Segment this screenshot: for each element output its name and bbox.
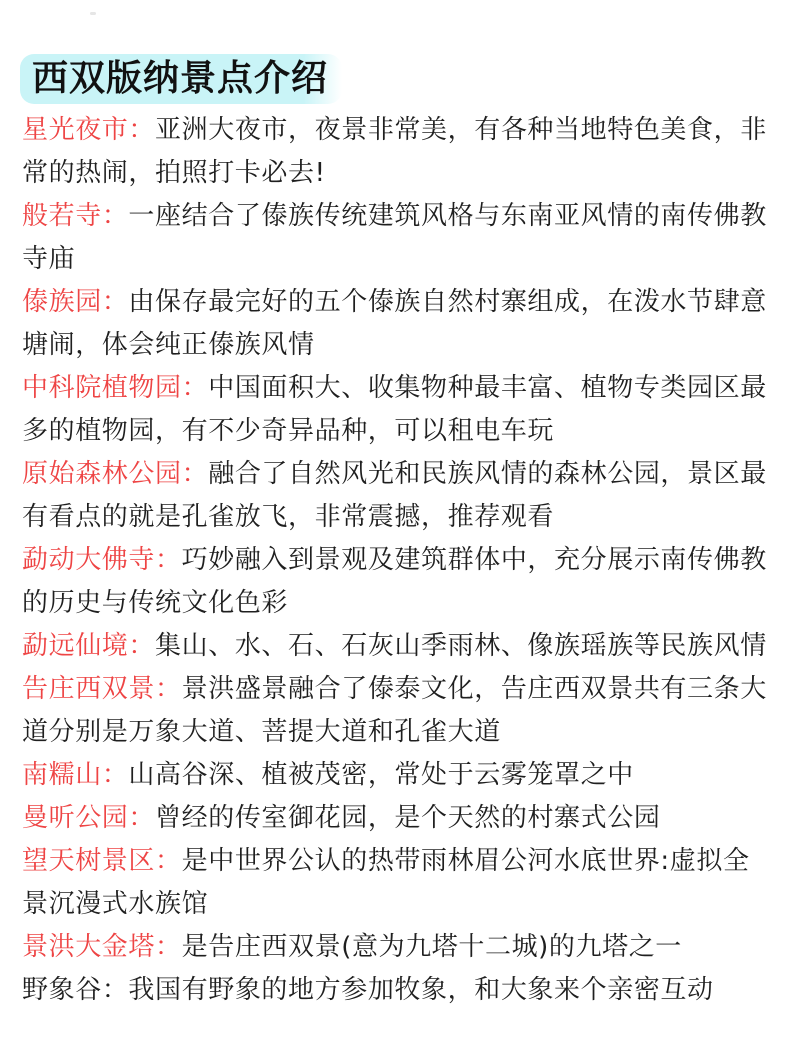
separator: ： xyxy=(101,975,129,1005)
title-area xyxy=(20,54,342,104)
list-item xyxy=(22,367,774,453)
list-item xyxy=(22,625,774,668)
list-item xyxy=(22,281,774,367)
list-item xyxy=(22,840,774,926)
list-item xyxy=(22,539,774,625)
attraction-description: 中国面积大、收集物种最丰富、植物专类园区最多的植物园，有不少奇异品种，可以租电车玩 xyxy=(22,373,767,446)
attraction-description: 一座结合了傣族传统建筑风格与东南亚风情的南传佛教寺庙 xyxy=(22,201,767,274)
attraction-description: 集山、水、石、石灰山季雨林、像族瑶族等民族风情 xyxy=(155,631,767,661)
attraction-name: 勐动大佛寺 xyxy=(22,545,156,575)
attraction-name: 景洪大金塔 xyxy=(22,932,156,962)
attraction-description: 山高谷深、植被茂密，常处于云雾笼罩之中 xyxy=(128,760,634,790)
attraction-description: 我国有野象的地方参加牧象，和大象来个亲密互动 xyxy=(128,975,714,1005)
top-decoration-dot xyxy=(90,12,96,15)
attraction-name: 南糯山 xyxy=(22,760,102,790)
attraction-name: 原始森林公园 xyxy=(22,459,182,489)
attraction-name: 星光夜市 xyxy=(22,115,129,145)
separator: ： xyxy=(101,287,129,317)
attraction-name: 傣族园 xyxy=(22,287,102,317)
page-title: 西双版纳景点介绍 xyxy=(20,54,342,104)
attraction-description: 曾经的传室御花园，是个天然的村寨式公园 xyxy=(155,803,661,833)
separator: ： xyxy=(155,674,182,704)
attraction-name: 望天树景区 xyxy=(22,846,156,876)
attraction-description: 融合了自然风光和民族风情的森林公园，景区最有看点的就是孔雀放飞，非常震撼，推荐观看 xyxy=(22,459,767,532)
list-item xyxy=(22,754,774,797)
separator: ： xyxy=(155,545,182,575)
list-item xyxy=(22,926,774,969)
attraction-name: 勐远仙境 xyxy=(22,631,129,661)
list-item xyxy=(22,453,774,539)
attraction-name: 中科院植物园 xyxy=(22,373,182,403)
separator: ： xyxy=(128,115,156,145)
attraction-description: 景洪盛景融合了傣泰文化，告庄西双景共有三条大道分别是万象大道、菩提大道和孔雀大道 xyxy=(22,674,767,747)
attraction-description: 由保存最完好的五个傣族自然村寨组成，在泼水节肆意塘闹，体会纯正傣族风情 xyxy=(22,287,767,360)
separator: ： xyxy=(101,201,129,231)
attraction-name: 般若寺 xyxy=(22,201,102,231)
attraction-name: 野象谷 xyxy=(22,975,102,1005)
attraction-list xyxy=(22,109,774,1012)
attraction-name: 告庄西双景 xyxy=(22,674,156,704)
separator: ： xyxy=(128,803,156,833)
attraction-description: 巧妙融入到景观及建筑群体中，充分展示南传佛教的历史与传统文化色彩 xyxy=(22,545,767,618)
attraction-description: 是中世界公认的热带雨林眉公河水底世界:虚拟全景沉漫式水族馆 xyxy=(22,846,750,919)
list-item xyxy=(22,668,774,754)
attraction-description: 是告庄西双景(意为九塔十二城)的九塔之一 xyxy=(181,932,682,962)
separator: ： xyxy=(181,373,209,403)
list-item xyxy=(22,969,774,1012)
list-item xyxy=(22,195,774,281)
list-item xyxy=(22,797,774,840)
attraction-description: 亚洲大夜市，夜景非常美，有各种当地特色美食，非常的热闹，拍照打卡必去! xyxy=(22,115,767,188)
list-item xyxy=(22,109,774,195)
separator: ： xyxy=(155,846,182,876)
separator: ： xyxy=(181,459,209,489)
attraction-name: 曼听公园 xyxy=(22,803,129,833)
separator: ： xyxy=(155,932,182,962)
separator: ： xyxy=(101,760,129,790)
separator: ： xyxy=(128,631,156,661)
